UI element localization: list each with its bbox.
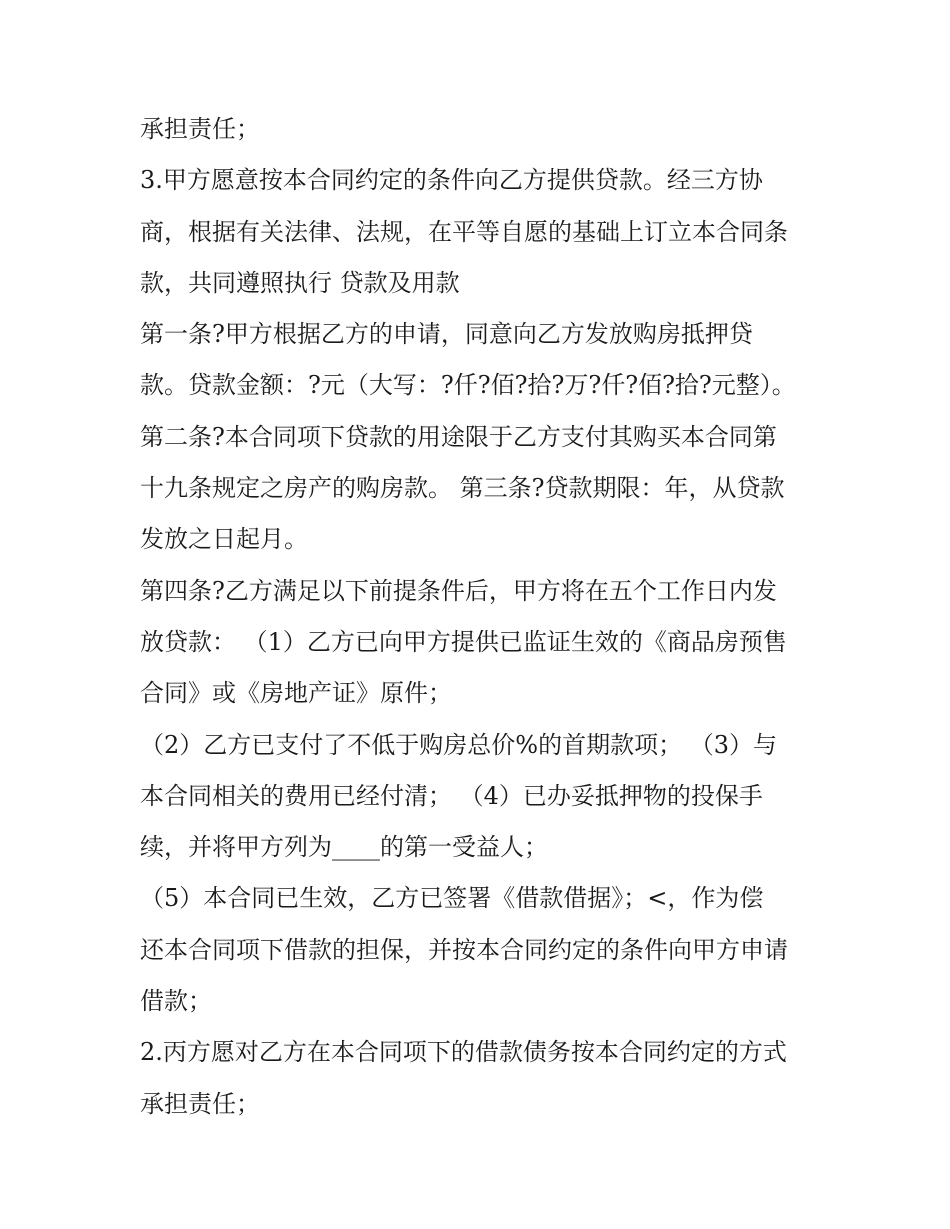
text-line: 第一条?甲方根据乙方的申请，同意向乙方发放购房抵押贷 — [140, 320, 753, 349]
text-line: 承担责任； — [140, 115, 260, 143]
text-line: 十九条规定之房产的购房款。 第三条?贷款期限：年，从贷款 — [140, 474, 785, 503]
text-line: 第二条?本合同项下贷款的用途限于乙方支付其购买本合同第 — [140, 422, 777, 451]
text-line: （2）乙方已支付了不低于购房总价%的首期款项； （3）与 — [140, 730, 777, 759]
text-line: （5）本合同已生效，乙方已签署《借款借据》；<，作为偿 — [140, 884, 764, 913]
contract-text-body — [140, 104, 820, 1130]
text-line: 款。贷款金额：?元（大写：?仟?佰?拾?万?仟?佰?拾?元整）。 — [140, 371, 796, 400]
text-line: 合同》或《房地产证》原件； — [140, 679, 452, 708]
text-line: 2.丙方愿对乙方在本合同项下的借款债务按本合同约定的方式 — [140, 1038, 787, 1067]
text-line: 续，并将甲方列为____的第一受益人； — [140, 833, 548, 862]
text-line: 本合同相关的费用已经付清； （4）已办妥抵押物的投保手 — [140, 781, 763, 810]
text-line: 3.甲方愿意按本合同约定的条件向乙方提供贷款。经三方协 — [140, 166, 763, 195]
text-line: 借款； — [140, 987, 212, 1016]
text-line: 第四条?乙方满足以下前提条件后，甲方将在五个工作日内发 — [140, 576, 777, 605]
text-line: 还本合同项下借款的担保，并按本合同约定的条件向甲方申请 — [140, 935, 788, 964]
text-line: 发放之日起月。 — [140, 525, 308, 554]
text-line: 放贷款： （1）乙方已向甲方提供已监证生效的《商品房预售 — [140, 627, 787, 656]
text-line: 款，共同遵照执行 贷款及用款 — [140, 268, 460, 297]
text-line: 承担责任； — [140, 1089, 260, 1118]
text-line: 商，根据有关法律、法规，在平等自愿的基础上订立本合同条 — [140, 217, 788, 246]
